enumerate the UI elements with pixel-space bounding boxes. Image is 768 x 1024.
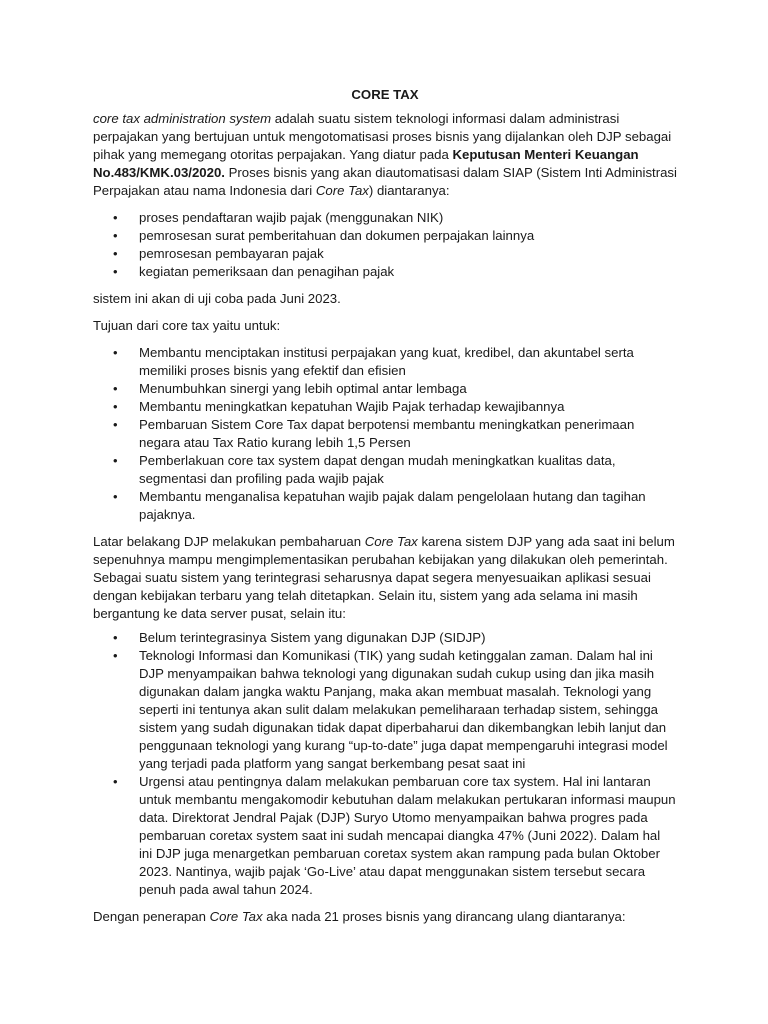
goals-intro: Tujuan dari core tax yaitu untuk: (93, 318, 281, 333)
trial-paragraph: sistem ini akan di uji coba pada Juni 2023. (93, 291, 341, 306)
list-item: • Pemberlakuan core tax system dapat dengan mudah meningkatkan kualitas data, segmentasi dan profiling pada wajib pajak (113, 453, 616, 486)
list-item: • proses pendaftaran wajib pajak (menggunakan NIK) (113, 210, 444, 225)
bullet-icon: • (113, 399, 118, 414)
intro-regulation: Keputusan Menteri Keuangan No.483/KMK.03/2020. (93, 147, 639, 180)
intro-text-3: ) diantaranya: (368, 183, 450, 198)
bullet-icon: • (113, 453, 118, 468)
list-item: • Menumbuhkan sinergi yang lebih optimal antar lembaga (113, 381, 467, 396)
list-item: • Pembaruan Sistem Core Tax dapat berpotensi membantu meningkatkan penerimaan negara atau Tax Ratio kurang lebih 1,5 Persen (113, 417, 635, 450)
closing-italic-core-tax: Core Tax (209, 909, 263, 924)
intro-italic-core-tax: Core Tax (315, 183, 369, 198)
bullet-icon: • (113, 228, 118, 243)
document-title: CORE TAX (351, 87, 419, 102)
closing-paragraph: Dengan penerapan Core Tax aka nada 21 proses bisnis yang dirancang ulang diantaranya: (93, 909, 626, 924)
document-page (93, 86, 677, 935)
intro-italic-lead: core tax administration system (93, 111, 272, 126)
list-item: • Membantu menciptakan institusi perpajakan yang kuat, kredibel, dan akuntabel serta memiliki proses bisnis yang efektif dan efisien (113, 345, 634, 378)
bullet-icon: • (113, 648, 118, 663)
bullet-icon: • (113, 264, 118, 279)
issues-list (93, 629, 677, 899)
list-item: • Membantu menganalisa kepatuhan wajib pajak dalam pengelolaan hutang dan tagihan pajaknya. (113, 489, 646, 522)
background-paragraph: Latar belakang DJP melakukan pembaharuan Core Tax karena sistem DJP yang ada saat ini belum sepenuhnya mampu mengimplementasikan perubahan kebijakan yang dilakukan oleh pemerintah. Sebagai suatu sistem yang terintegrasi seharusnya dapat segera menyesuaikan aplikasi sesuai dengan kebijakan terbaru yang telah ditetapkan. Selain itu, sistem yang ada selama ini masih bergantung ke data server pusat, selain itu: (93, 534, 675, 621)
goals-list (93, 344, 677, 524)
intro-text-1: adalah suatu sistem teknologi informasi dalam administrasi perpajakan yang bertujuan untuk mengotomatisasi proses bisnis yang dijalankan oleh DJP sebagai pihak yang memegang otoritas perpajakan. Yang diatur pada (93, 111, 672, 162)
bullet-icon: • (113, 210, 118, 225)
list-item: • Urgensi atau pentingnya dalam melakukan pembaruan core tax system. Hal ini lantaran untuk membantu mengakomodir kebutuhan dalam melakukan pertukaran informasi maupun data. Direktorat Jendral Pajak (DJP) Suryo Utomo menyampaikan bahwa progres pada pembaruan coretax system saat ini sudah mencapai diangka 47% (Juni 2022). Dalam hal ini DJP juga menargetkan pembaruan coretax system akan rampung pada bulan Oktober 2023. Nantinya, wajib pajak ‘Go-Live’ atau dapat menggunakan sistem tersebut secara penuh pada awal tahun 2024. (113, 774, 676, 897)
bullet-icon: • (113, 774, 118, 789)
list-item: • Teknologi Informasi dan Komunikasi (TIK) yang sudah ketinggalan zaman. Dalam hal ini DJP menyampaikan bahwa teknologi yang digunakan sudah cukup using dan jika masih digunakan dalam jangka waktu Panjang, maka akan membuat masalah. Teknologi yang seperti ini tentunya akan sulit dalam melakukan pemeliharaan terhadap sistem, sehingga sistem yang sudah digunakan tidak dapat diperbaharui dan dikembangkan lebih lanjut dan penggunaan teknologi yang kurang “up-to-date” juga dapat mempengaruhi integrasi model yang terjadi pada platform yang sangat berkembang pesat saat ini (113, 648, 668, 771)
process-list (93, 209, 677, 281)
list-item: • Membantu meningkatkan kepatuhan Wajib Pajak terhadap kewajibannya (113, 399, 565, 414)
bullet-icon: • (113, 417, 118, 432)
list-item: • pemrosesan surat pemberitahuan dan dokumen perpajakan lainnya (113, 228, 535, 243)
list-item: • Belum terintegrasinya Sistem yang digunakan DJP (SIDJP) (113, 630, 486, 645)
bullet-icon: • (113, 246, 118, 261)
list-item: • pemrosesan pembayaran pajak (113, 246, 324, 261)
bullet-icon: • (113, 381, 118, 396)
bullet-icon: • (113, 345, 118, 360)
background-italic-core-tax: Core Tax (364, 534, 418, 549)
intro-text-2: Proses bisnis yang akan diautomatisasi dalam SIAP (Sistem Inti Administrasi Perpajakan atau nama Indonesia dari (93, 165, 677, 198)
list-item: • kegiatan pemeriksaan dan penagihan pajak (113, 264, 395, 279)
bullet-icon: • (113, 630, 118, 645)
intro-paragraph (93, 110, 677, 200)
bullet-icon: • (113, 489, 118, 504)
